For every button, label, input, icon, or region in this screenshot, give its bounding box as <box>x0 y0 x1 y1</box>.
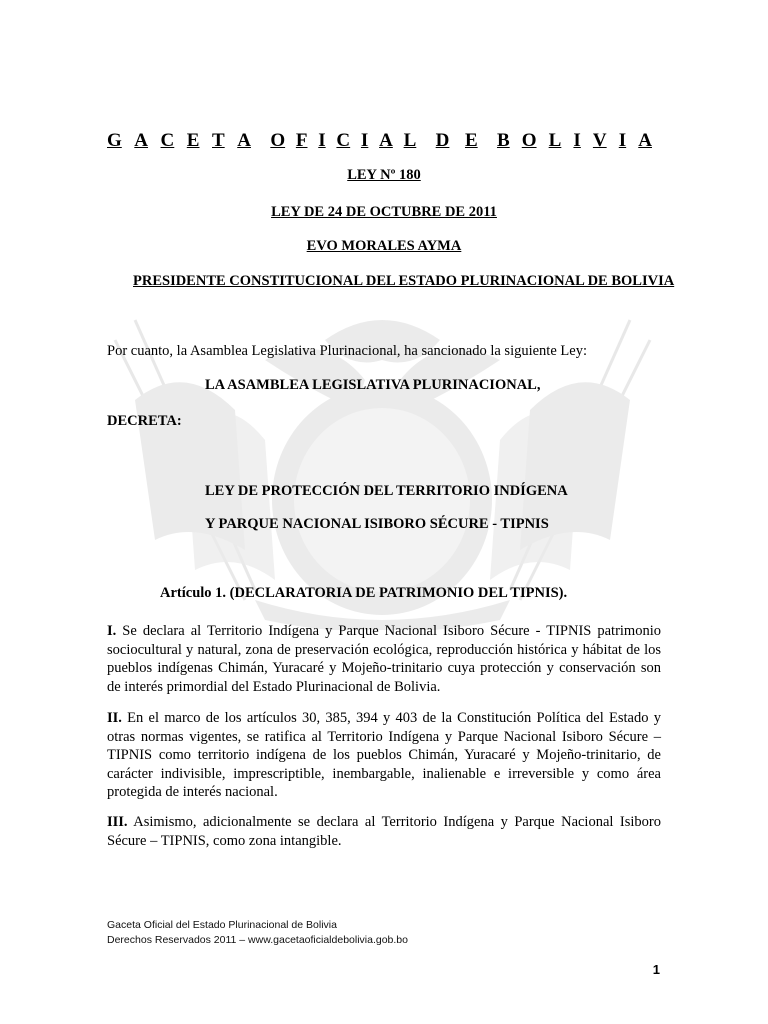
masthead-letter: C <box>160 130 175 151</box>
gazette-masthead <box>107 130 652 152</box>
law-title-line-1: LEY DE PROTECCIÓN DEL TERRITORIO INDÍGENA <box>205 483 568 499</box>
paragraph-text: Asimismo, adicionalmente se declara al Territorio Indígena y Parque Nacional Isiboro Sécure – TIPNIS, como zona intangible. <box>107 814 661 849</box>
law-title-line-2: Y PARQUE NACIONAL ISIBORO SÉCURE - TIPNIS <box>205 516 549 532</box>
masthead-letter: E <box>464 130 478 151</box>
masthead-letter: I <box>360 130 369 151</box>
paragraph-text: En el marco de los artículos 30, 385, 394 y 403 de la Constitución Política del Estado y otras normas vigentes, se ratifica al Territorio Indígena y Parque Nacional Isiboro Sécure – TIPNIS como territorio indígena de los pueblos Chimán, Yuracaré y Mojeño-trinitario, de carácter indivisible, imprescriptible, inembargable, inalienable e irreversible y como área protegida de interés nacional. <box>107 710 661 801</box>
masthead-letter: B <box>496 130 510 151</box>
intro-text: Por cuanto, la Asamblea Legislativa Plurinacional, ha sancionado la siguiente Ley: <box>107 343 587 359</box>
paragraph-number: II. <box>107 710 122 726</box>
president-name: EVO MORALES AYMA <box>306 238 462 254</box>
assembly-heading: LA ASAMBLEA LEGISLATIVA PLURINACIONAL, <box>205 377 541 393</box>
masthead-letter: A <box>237 130 251 151</box>
masthead-letter: V <box>592 130 607 151</box>
masthead-letter: I <box>618 130 627 151</box>
masthead-letter: L <box>548 130 562 151</box>
paragraph-ii <box>107 709 661 802</box>
law-date: LEY DE 24 DE OCTUBRE DE 2011 <box>271 204 497 220</box>
masthead-letter: D <box>435 130 450 151</box>
paragraph-number: I. <box>107 623 117 639</box>
masthead-letter: I <box>318 130 326 151</box>
paragraph-i <box>107 622 661 696</box>
masthead-letter: O <box>270 130 286 151</box>
paragraph-iii <box>107 813 661 850</box>
masthead-letter: A <box>638 130 652 151</box>
decreta-heading: DECRETA: <box>107 413 182 429</box>
law-number: LEY Nº 180 <box>347 167 421 183</box>
masthead-letter: E <box>186 130 200 151</box>
masthead-word <box>436 130 478 152</box>
article-heading: Artículo 1. (DECLARATORIA DE PATRIMONIO DEL TIPNIS). <box>160 585 568 601</box>
masthead-letter: L <box>403 130 417 151</box>
masthead-letter: G <box>107 130 122 151</box>
paragraph-number: III. <box>107 814 128 830</box>
masthead-letter: T <box>212 130 225 151</box>
masthead-word <box>270 130 416 152</box>
masthead-letter: A <box>134 130 149 151</box>
footer-publisher: Gaceta Oficial del Estado Plurinacional de Bolivia <box>107 919 337 931</box>
masthead-word <box>497 130 652 152</box>
masthead-word <box>107 130 251 152</box>
paragraph-text: Se declara al Territorio Indígena y Parque Nacional Isiboro Sécure - TIPNIS patrimonio sociocultural y natural, zona de preservación ecológica, reproducción histórica y hábitat de los pueblos indígenas Chimán, Yuracaré y Mojeño-trinitario cuya protección y conservación son de interés primordial del Estado Plurinacional de Bolivia. <box>107 623 661 695</box>
masthead-letter: A <box>379 130 393 151</box>
masthead-letter: C <box>336 130 351 151</box>
president-title: PRESIDENTE CONSTITUCIONAL DEL ESTADO PLURINACIONAL DE BOLIVIA <box>133 273 675 289</box>
footer-rights: Derechos Reservados 2011 – www.gacetaoficialdebolivia.gob.bo <box>107 934 408 946</box>
footer <box>107 918 408 948</box>
masthead-letter: I <box>573 130 581 151</box>
page-number: 1 <box>652 962 660 977</box>
masthead-letter: F <box>295 130 308 151</box>
masthead-letter: O <box>521 130 537 151</box>
